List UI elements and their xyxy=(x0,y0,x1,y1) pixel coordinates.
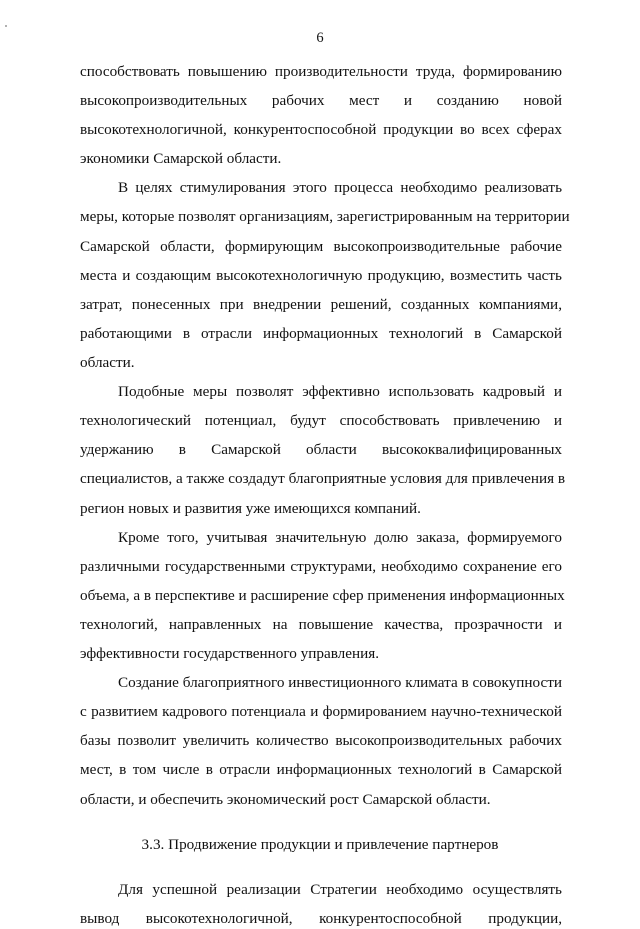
paragraph-line: технологий, направленных на повышение качества, прозрачности и xyxy=(80,616,562,633)
page-number: 6 xyxy=(316,30,324,46)
section-heading: 3.3. Продвижение продукции и привлечение партнеров xyxy=(141,836,499,853)
paragraph-line: объема, а в перспективе и расширение сфер применения информационных xyxy=(80,587,565,604)
paragraph-line: технологический потенциал, будут способствовать привлечению и xyxy=(80,412,562,429)
paragraph-line: базы позволит увеличить количество высокопроизводительных рабочих xyxy=(80,732,562,749)
paragraph-line: Подобные меры позволят эффективно использовать кадровый и xyxy=(118,383,562,400)
paragraph-line: меры, которые позволят организациям, зарегистрированным на территории xyxy=(80,208,570,225)
paragraph-line: области, и обеспечить экономический рост Самарской области. xyxy=(80,791,491,808)
paragraph-line: Создание благоприятного инвестиционного климата в совокупности xyxy=(118,674,562,691)
paragraph-line: Для успешной реализации Стратегии необходимо осуществлять xyxy=(118,881,562,898)
paragraph-line: Самарской области, формирующим высокопроизводительные рабочие xyxy=(80,238,562,255)
paragraph-line: эффективности государственного управления. xyxy=(80,645,380,662)
paragraph-line: различными государственными структурами, необходимо сохранение его xyxy=(80,558,562,575)
paragraph-line: специалистов, а также создадут благоприятные условия для привлечения в xyxy=(80,470,566,487)
paragraph-line: способствовать повышению производительности труда, формированию xyxy=(80,63,562,80)
paragraph-line: затрат, понесенных при внедрении решений, созданных компаниями, xyxy=(80,296,562,313)
paragraph-line: высокотехнологичной, конкурентоспособной продукции во всех сферах xyxy=(80,121,562,138)
paragraph-line: вывод высокотехнологичной, конкурентоспособной продукции, xyxy=(80,910,562,927)
paragraph-line: мест, в том числе в отрасли информационных технологий в Самарской xyxy=(80,761,562,778)
scan-speck xyxy=(5,25,7,27)
paragraph-line: области. xyxy=(80,354,135,371)
paragraph-line: места и создающим высокотехнологичную продукцию, возместить часть xyxy=(80,267,562,284)
paragraph-line: удержанию в Самарской области высококвалифицированных xyxy=(80,441,562,458)
paragraph-line: Кроме того, учитывая значительную долю заказа, формируемого xyxy=(118,529,562,546)
paragraph-line: регион новых и развития уже имеющихся компаний. xyxy=(80,500,421,517)
paragraph-line: высокопроизводительных рабочих мест и созданию новой xyxy=(80,92,562,109)
paragraph-line: работающими в отрасли информационных технологий в Самарской xyxy=(80,325,562,342)
paragraph-line: экономики Самарской области. xyxy=(80,150,282,167)
paragraph-line: В целях стимулирования этого процесса необходимо реализовать xyxy=(118,179,562,196)
paragraph-line: с развитием кадрового потенциала и формированием научно-технической xyxy=(80,703,562,720)
